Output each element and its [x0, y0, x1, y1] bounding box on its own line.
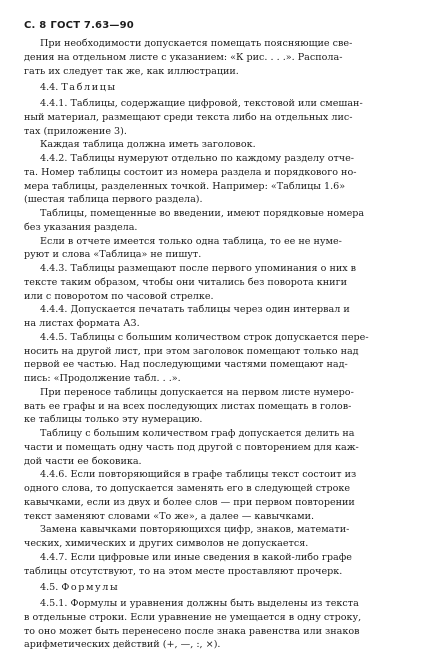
standard-code: ГОСТ 7.63—90: [50, 20, 134, 31]
text-line: 4.4.2. Таблицы нумеруют отдельно по каждому разделу отче-: [40, 153, 355, 164]
text-line: 4.4.5. Таблицы с большим количеством строк допускается пере-: [40, 331, 369, 343]
text-line: Каждая таблица должна иметь заголовок.: [40, 139, 256, 151]
text-line: та. Номер таблицы состоит из номера раздела и порядкового но-: [24, 166, 357, 178]
text-line: Таблицу с большим количеством граф допускается делить на: [40, 428, 355, 439]
text-line: (шестая таблица первого раздела).: [24, 194, 203, 206]
text-line: первой ее частью. Над последующими частями помещают над-: [24, 359, 348, 371]
text-line: текст заменяют словами «То же», а далее — кавычками.: [24, 510, 315, 522]
text-line: При необходимости допускается помещать поясняющие све-: [40, 38, 353, 49]
text-line: 4.5.1. Формулы и уравнения должны быть выделены из текста: [40, 598, 359, 609]
section-number: 4.5.: [40, 582, 59, 594]
text-line: Таблицы, помещенные во введении, имеют порядковые номера: [40, 208, 365, 219]
section-title: Таблицы: [61, 82, 117, 94]
text-line: части и помещать одну часть под другой с повторением для каж-: [24, 441, 359, 453]
body-text: [24, 37, 408, 652]
text-line: таблицы отсутствуют, то на этом месте проставляют прочерк.: [24, 565, 343, 577]
page-header: [24, 20, 408, 31]
text-line: мера таблицы, разделенных точкой. Например: «Таблицы 1.6»: [24, 180, 346, 192]
text-line: носить на другой лист, при этом заголовок помещают только над: [24, 345, 359, 357]
text-line: без указания раздела.: [24, 221, 138, 233]
text-line: ческих, химических и других символов не допускается.: [24, 538, 309, 549]
text-line: в отдельные строки. Если уравнение не умещается в одну строку,: [24, 611, 362, 623]
text-line: дой части ее боковика.: [24, 455, 142, 467]
text-line: При переносе таблицы допускается на первом листе нумеро-: [40, 386, 354, 398]
text-line: вать ее графы и на всех последующих листах помещать в голов-: [24, 400, 352, 412]
text-line: 4.4.6. Если повторяющийся в графе таблицы текст состоит из: [40, 469, 357, 481]
section-number: 4.4.: [40, 82, 59, 94]
text-line: пись: «Продолжение табл. . .».: [24, 373, 181, 384]
text-line: то оно может быть перенесено после знака равенства или знаков: [24, 625, 360, 637]
text-line: Замена кавычками повторяющихся цифр, знаков, математи-: [40, 524, 350, 536]
document-page: [24, 20, 408, 652]
text-line: на листах формата А3.: [24, 318, 140, 329]
text-line: руют и слова «Таблица» не пишут.: [24, 249, 202, 261]
text-line: арифметических действий (+, —, :, ×).: [24, 639, 221, 651]
text-line: кавычками, если из двух и более слов — при первом повторении: [24, 496, 355, 508]
text-line: 4.4.7. Если цифровые или иные сведения в какой-либо графе: [40, 551, 352, 563]
section-title: Формулы: [61, 582, 120, 594]
page-number: С. 8: [24, 20, 47, 31]
text-line: гать их следует так же, как иллюстрации.: [24, 65, 239, 77]
text-line: 4.4.1. Таблицы, содержащие цифровой, текстовой или смешан-: [40, 98, 363, 109]
text-line: дения на отдельном листе с указанием: «К рис. . . .». Распола-: [24, 51, 343, 63]
text-line: Если в отчете имеется только одна таблица, то ее не нуме-: [40, 235, 342, 247]
text-line: или с поворотом по часовой стрелке.: [24, 290, 214, 302]
section-heading: [24, 581, 408, 595]
text-line: ный материал, размещают среди текста либо на отдельных лис-: [24, 111, 353, 123]
text-line: одного слова, то допускается заменять его в следующей строке: [24, 483, 351, 494]
text-line: 4.4.4. Допускается печатать таблицы через один интервал и: [40, 304, 350, 316]
text-line: ке таблицы только эту нумерацию.: [24, 414, 203, 426]
text-line: тах (приложение 3).: [24, 125, 127, 137]
text-line: тексте таким образом, чтобы они читались без поворота книги: [24, 276, 347, 288]
text-line: 4.4.3. Таблицы размещают после первого упоминания о них в: [40, 263, 357, 274]
section-heading: [24, 81, 408, 95]
